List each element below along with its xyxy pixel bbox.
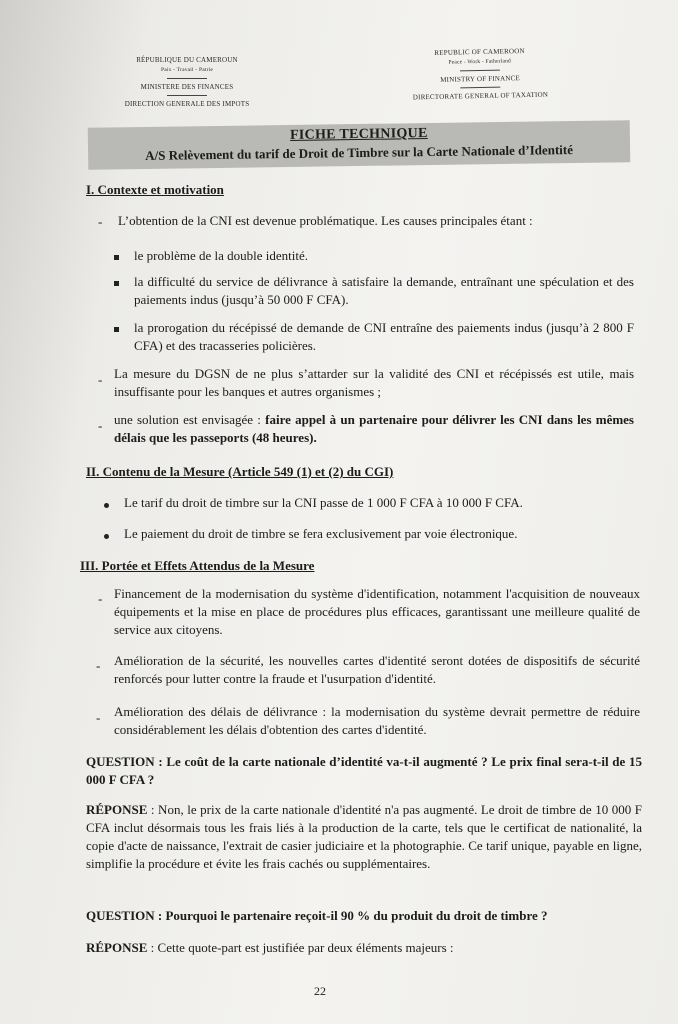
header-right-ministry: MINISTRY OF FINANCE: [440, 74, 521, 84]
header-left-rule-2: [167, 95, 207, 96]
header-right: [399, 45, 560, 102]
response-2-text: : Cette quote-part est justifiée par deux éléments majeurs :: [147, 940, 454, 955]
section3-item-3: Amélioration des délais de délivrance : la modernisation du système devrait permettre de réduire considérablement les délais d'obtention des cartes d'identité.: [114, 704, 640, 737]
section3-item-1: Financement de la modernisation du système d'identification, notamment l'acquisition de nouveaux équipements et la mise en place de procédures plus efficaces, garantissant une meilleure qualité de service aux citoyens.: [114, 586, 640, 637]
header-left-ministry: MINISTERE DES FINANCES: [140, 83, 234, 91]
section1-dash-3-bold: faire appel à un partenaire pour délivrer les CNI dans les mêmes délais que les passeports (48 heures).: [114, 412, 634, 445]
header-left-rule: [167, 78, 207, 79]
section1-bullet-3: la prorogation du récépissé de demande de CNI entraîne des paiements indus (jusqu’à 2 800 F CFA) et des tracasseries policières.: [134, 320, 634, 353]
section1-intro: L’obtention de la CNI est devenue problématique. Les causes principales étant :: [118, 213, 533, 228]
section2-bullet-1: Le tarif du droit de timbre sur la CNI passe de 1 000 F CFA à 10 000 F CFA.: [124, 495, 523, 510]
response-1-label: RÉPONSE: [86, 802, 148, 817]
section1-heading: I. Contexte et motivation: [86, 182, 224, 197]
question-1: QUESTION : Le coût de la carte nationale d’identité va-t-il augmenté ? Le prix final sera-t-il de 15 000 F CFA ?: [86, 754, 642, 787]
dash-marker: -: [96, 710, 101, 725]
response-2: [86, 939, 642, 957]
bullet-dot: [104, 503, 109, 508]
header-right-country: REPUBLIC OF CAMEROON: [434, 47, 525, 57]
section3-heading: III. Portée et Effets Attendus de la Mesure: [80, 558, 315, 573]
section1-bullet-1: le problème de la double identité.: [134, 248, 308, 263]
header-right-motto: Peace - Work - Fatherland: [448, 58, 512, 66]
section1-bullet-2: la difficulté du service de délivrance à satisfaire la demande, entraînant une spéculation et des paiements indus (jusqu’à 50 000 F CFA).: [134, 274, 634, 307]
dash-marker: -: [96, 658, 101, 673]
section2-heading: II. Contenu de la Mesure (Article 549 (1) et (2) du CGI): [86, 464, 394, 479]
header-left-motto: Paix - Travail - Patrie: [161, 67, 213, 73]
header-right-rule: [460, 70, 500, 72]
section1-dash-3-prefix: une solution est envisagée :: [114, 412, 266, 427]
header-right-rule-2: [460, 87, 500, 89]
title-banner: [88, 120, 631, 170]
header-left-country: RÉPUBLIQUE DU CAMEROUN: [136, 56, 238, 64]
response-1: [86, 801, 642, 873]
section1-dash-2: La mesure du DGSN de ne plus s’attarder sur la validité des CNI et récépissés est utile, mais insuffisante pour les banques et autres organismes ;: [114, 366, 634, 399]
header-right-direction: DIRECTORATE GENERAL OF TAXATION: [412, 90, 549, 102]
response-2-label: RÉPONSE: [86, 940, 148, 955]
header-left: [112, 55, 262, 109]
bullet-dot: [104, 534, 109, 539]
dash-marker: -: [98, 418, 103, 433]
dash-marker: -: [98, 214, 103, 229]
section2-bullet-2: Le paiement du droit de timbre se fera exclusivement par voie électronique.: [124, 526, 518, 541]
section1-dash-3: [114, 411, 634, 447]
title-fiche-technique: FICHE TECHNIQUE: [289, 126, 428, 143]
question-2: QUESTION : Pourquoi le partenaire reçoit-il 90 % du produit du droit de timbre ?: [86, 908, 548, 923]
response-1-text: : Non, le prix de la carte nationale d'identité n'a pas augmenté. Le droit de timbre de 10 000 F CFA inclut désormais tous les frais liés à la production de la carte, tels que le certificat de nationalité, la copie d'acte de naissance, l'extrait de casier judiciaire et la photographie. Ce tarif unique, payable en ligne, simplifie la procédure et évite les frais cachés ou supplémentaires.: [86, 802, 642, 871]
dash-marker: -: [98, 591, 103, 606]
section3-item-2: Amélioration de la sécurité, les nouvelles cartes d'identité seront dotées de dispositifs de sécurité renforcés pour lutter contre la fraude et l'usurpation d'identité.: [114, 653, 640, 686]
title-subject: A/S Relèvement du tarif de Droit de Timbre sur la Carte Nationale d’Identité: [145, 142, 574, 163]
header-left-direction: DIRECTION GENERALE DES IMPOTS: [124, 100, 250, 108]
bullet-square: [114, 281, 119, 286]
dash-marker: -: [98, 372, 103, 387]
bullet-square: [114, 327, 119, 332]
page-number: 22: [314, 984, 326, 998]
bullet-square: [114, 255, 119, 260]
